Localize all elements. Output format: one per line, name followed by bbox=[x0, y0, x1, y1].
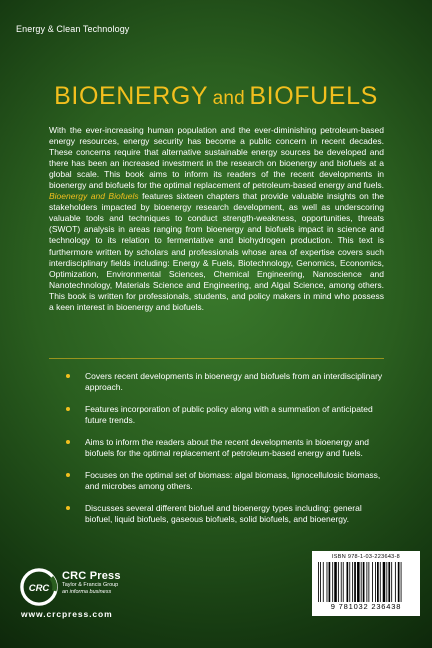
feature-text: Features incorporation of public policy along with a summation of anticipated future trends. bbox=[85, 404, 373, 426]
feature-item bbox=[66, 503, 384, 525]
feature-item bbox=[66, 404, 384, 426]
feature-text: Discusses several different biofuel and bioenergy types including: general biofuel, liquid biofuels, gaseous biofuels, solid biofuels, and bioenergy. bbox=[85, 503, 362, 525]
publisher-url[interactable]: www.crcpress.com bbox=[21, 609, 113, 619]
bullet-icon bbox=[66, 473, 70, 477]
feature-item bbox=[66, 470, 384, 492]
section-divider bbox=[49, 358, 384, 359]
book-title bbox=[0, 82, 432, 111]
feature-text: Aims to inform the readers about the recent developments in bioenergy and biofuels for the optimal replacement of petroleum-based energy and fuels. bbox=[85, 437, 369, 459]
barcode-number: 9 781032 236438 bbox=[330, 602, 402, 611]
blurb-text-start: With the ever-increasing human population and the ever-diminishing petroleum-based energy resources, energy security has become a public concern in recent decades. These concerns require that alternative sustainable energy sources be developed and there has been an increased investment in the research on bioenergy and biofuels at a global scale. This book aims to inform its readers of the recent developments in bioenergy and biofuels for the optimal replacement of petroleum-based energy and fuels. bbox=[49, 125, 384, 191]
publisher-group: Taylor & Francis Group bbox=[62, 582, 119, 588]
publisher-name: CRC Press bbox=[62, 570, 121, 582]
title-and: and bbox=[212, 88, 245, 109]
description-blurb bbox=[49, 125, 384, 313]
bullet-icon bbox=[66, 506, 70, 510]
blurb-book-title: Bioenergy and Biofuels bbox=[49, 191, 139, 202]
isbn-barcode bbox=[312, 551, 420, 616]
feature-text: Covers recent developments in bioenergy and biofuels from an interdisciplinary approach. bbox=[85, 371, 383, 393]
bullet-icon bbox=[66, 440, 70, 444]
feature-list bbox=[66, 371, 384, 536]
publisher-business: an informa business bbox=[62, 589, 112, 595]
feature-text: Focuses on the optimal set of biomass: algal biomass, lignocellulosic biomass, and microbes among others. bbox=[85, 470, 381, 492]
title-part1: BIOENERGY bbox=[54, 82, 209, 110]
series-label: Energy & Clean Technology bbox=[16, 24, 130, 34]
barcode-icon bbox=[318, 562, 414, 602]
feature-item bbox=[66, 371, 384, 393]
crc-logo-icon bbox=[20, 568, 58, 606]
feature-item bbox=[66, 437, 384, 459]
logo-text: CRC bbox=[28, 582, 50, 594]
title-part2: BIOFUELS bbox=[249, 82, 378, 110]
bullet-icon bbox=[66, 407, 70, 411]
publisher-block bbox=[62, 570, 121, 596]
bullet-icon bbox=[66, 374, 70, 378]
blurb-text-end: features sixteen chapters that provide valuable insights on the stakeholders impacted by bioenergy research development, as well as underscoring valuable tools and techniques to conduct strength-weakness, opportunities, threats (SWOT) analysis in areas ranging from bioenergy and biofuels impact in science and technology to its relation to fermentative and biohydrogen production. This text is furthermore written by scholars and professionals whose area of expertise covers such interdisciplinary fields including: Energy & Fuels, Biotechnology, Genomics, Economics, Optimization, Environmental Sciences, Chemical Engineering, Nanoscience and Nanotechnology, Materials Science and Engineering, and Algal Science, among others. This book is written for professionals, students, and policy makers in mind who possess a keen interest in bioenergy and biofuels. bbox=[49, 191, 385, 312]
isbn-label: ISBN 978-1-03-223643-8 bbox=[331, 554, 401, 560]
